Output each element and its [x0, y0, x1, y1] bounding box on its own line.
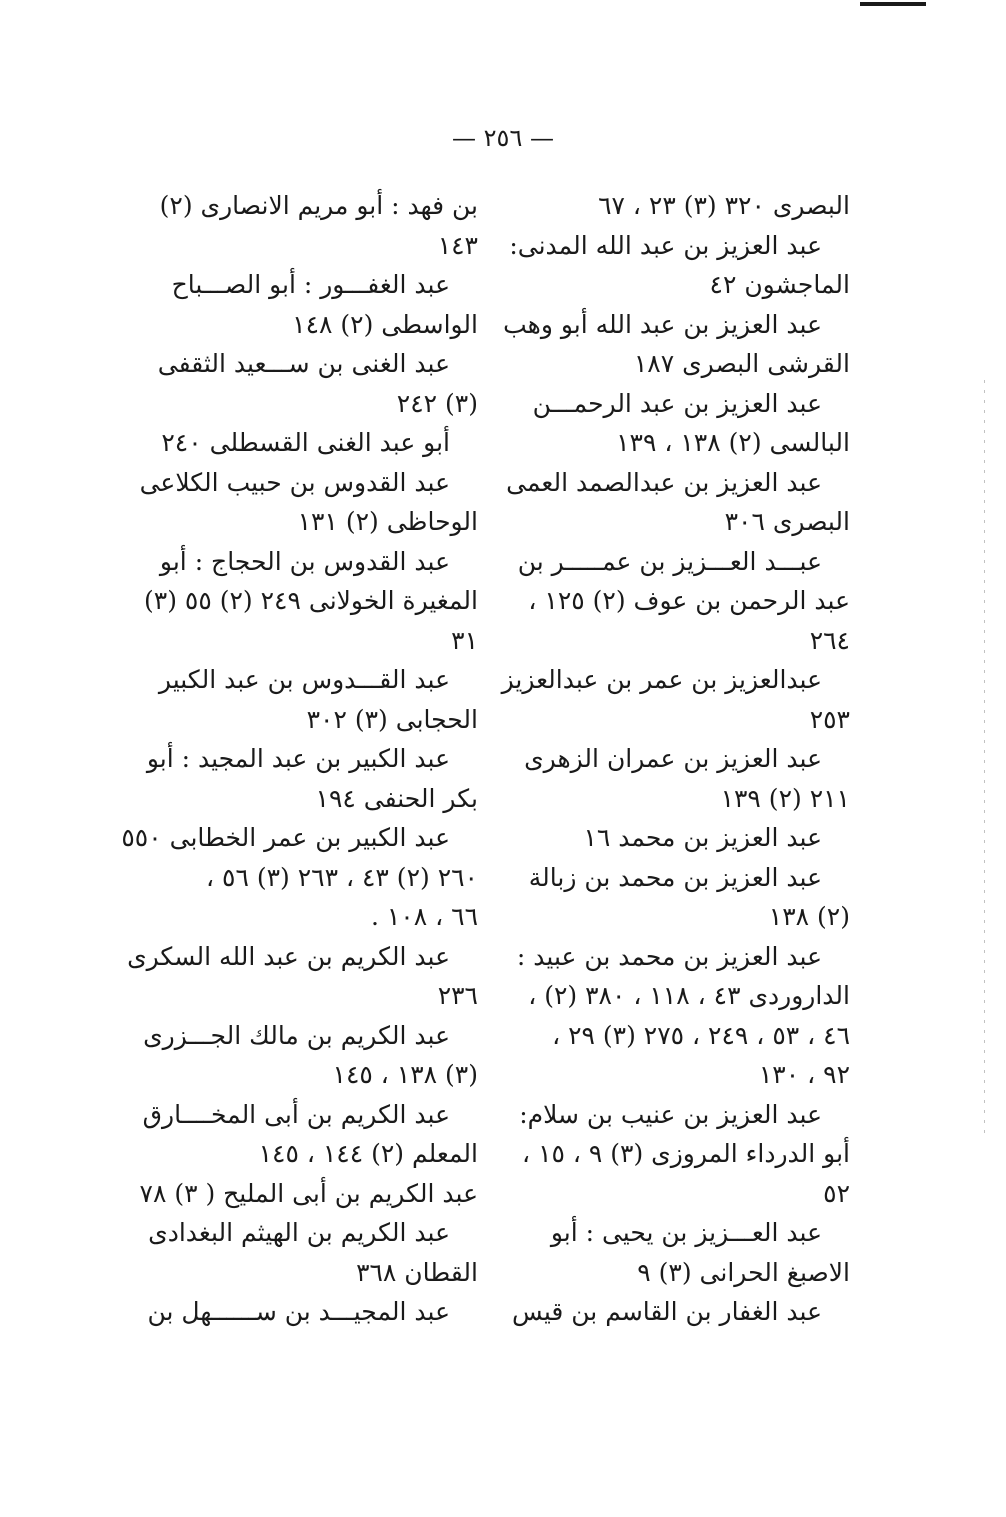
index-entry-line: البصرى ٣٠٦ [724, 507, 850, 536]
index-entry-heading: عبد العزيز بن محمد ١٦ [583, 823, 822, 852]
index-entry-line: بكر الحنفى ١٩٤ [315, 783, 478, 813]
index-entry-line: ٢٥٣ [809, 704, 850, 734]
index-entry-line: المعلم (٢) ١٤٤ ، ١٤٥ [258, 1139, 478, 1168]
index-entry-line: ١٤٣ [437, 230, 478, 260]
page-number: — ٢٥٦ — [452, 124, 554, 152]
index-entry-heading: عبد الكريم بن مالك الجـــزرى [143, 1020, 450, 1050]
index-entry-heading: عبد العزيز بن محمد بن زبالة [528, 862, 822, 892]
index-entry-heading: عبـــد العـــزيز بن عمـــــر بن [517, 546, 822, 576]
index-column-right [501, 186, 850, 1332]
index-entry-line: ٦٦ ، ١٠٨ . [370, 902, 478, 931]
index-entry-heading: عبد الغفـــور : أبو الصـــباح [171, 270, 450, 299]
index-entry-line: الماجشون ٤٢ [709, 270, 850, 299]
index-entry-line: ٢١١ (٢) ١٣٩ [720, 783, 850, 813]
index-entry-line: الوحاظى (٢) ١٣١ [297, 507, 478, 536]
index-column-left [121, 186, 478, 1332]
index-entry-line: الاصبغ الحرانى (٣) ٩ [637, 1257, 850, 1287]
index-entry-line: (٢) ١٣٨ [768, 902, 850, 931]
index-entry-line: ٤٦ ، ٥٣ ، ٢٤٩ ، ٢٧٥ (٣) ٢٩ ، [552, 1020, 850, 1050]
scan-edge-mark [984, 380, 985, 1140]
index-entry-line: أبو الدرداء المروزى (٣) ٩ ، ١٥ ، [522, 1139, 850, 1168]
index-entry-line: ٢٦٤ [809, 625, 850, 655]
index-entry-heading: عبد العزيز بن عبد الله المدنى: [509, 230, 822, 260]
index-entry-line: الواسطى (٢) ١٤٨ [292, 309, 478, 339]
index-entry-line: ٩٢ ، ١٣٠ [758, 1060, 850, 1089]
index-entry-heading: عبد القدوس بن الحجاج : أبو [159, 546, 450, 576]
index-entry-heading: عبد الغفار بن القاسم بن قيس [511, 1297, 822, 1326]
index-entry-heading: عبد القـــدوس بن عبد الكبير [158, 665, 450, 694]
index-entry-line: ٥٢ [823, 1178, 850, 1208]
index-entry-heading: أبو عبد الغنى القسطلى ٢٤٠ [161, 428, 450, 457]
index-entry-line: ٣١ [451, 625, 478, 655]
index-entry-line: (٣) ١٣٨ ، ١٤٥ [332, 1060, 478, 1089]
index-entry-line: القطان ٣٦٨ [356, 1257, 478, 1287]
index-entry-heading: عبد العزيز بن عبد الرحمـــن [532, 388, 822, 418]
index-entry-heading: عبد العزيز بن عنيب بن سلام: [519, 1099, 822, 1129]
index-entry-line: بن فهد : أبو مريم الانصارى (٢) [159, 191, 478, 220]
index-entry-line: البصرى ٣٢٠ (٣) ٢٣ ، ٦٧ [598, 191, 850, 220]
index-entry-heading: عبد الكريم بن الهيثم البغدادى [148, 1218, 450, 1247]
index-entry-line: البالسى (٢) ١٣٨ ، ١٣٩ [616, 428, 850, 457]
index-entry-heading: عبد العـــزيز بن يحيى : أبو [550, 1218, 822, 1247]
index-entry-heading: عبد العزيز بن عبد الله أبو وهب [503, 309, 822, 339]
index-entry-heading: عبد الكبير بن عمر الخطابى ٥٥٠ [121, 823, 450, 852]
index-entry-heading: عبد الكريم بن عبد الله السكرى [127, 941, 450, 971]
index-entry-line: عبد الكريم بن أبى المليح ( ٣) ٧٨ [139, 1178, 478, 1208]
index-entry-line: القرشى البصرى ١٨٧ [633, 349, 850, 378]
index-entry-heading: عبد الكبير بن عبد المجيد : أبو [146, 744, 450, 773]
index-entry-line: عبد الرحمن بن عوف (٢) ١٢٥ ، [528, 586, 850, 615]
index-entry-line: الحجابى (٣) ٣٠٢ [306, 704, 478, 734]
index-entry-line: ٢٦٠ (٢) ٤٣ ، ٢٦٣ (٣) ٥٦ ، [206, 862, 478, 892]
index-entry-heading: عبد المجيـــد بن ســــــهل بن [147, 1297, 450, 1326]
index-entry-heading: عبد الكريم بن أبى المخــــارق [142, 1099, 450, 1129]
index-entry-line: ٢٣٦ [437, 981, 478, 1010]
index-entry-heading: عبدالعزيز بن عمر بن عبدالعزيز [501, 665, 822, 694]
index-entry-line: الداروردى ٤٣ ، ١١٨ ، ٣٨٠ (٢) ، [528, 981, 850, 1010]
index-entry-heading: عبد الغنى بن ســـعيد الثقفى [157, 349, 450, 378]
index-entry-line: المغيرة الخولانى ٢٤٩ (٢) ٥٥ (٣) [144, 586, 478, 615]
index-entry-line: (٣) ٢٤٢ [396, 388, 478, 418]
index-entry-heading: عبد العزيز بن محمد بن عبيد : [516, 941, 822, 971]
index-entry-heading: عبد العزيز بن عبدالصمد العمى [506, 467, 822, 497]
index-entry-heading: عبد القدوس بن حبيب الكلاعى [139, 467, 450, 497]
index-entry-heading: عبد العزيز بن عمران الزهرى [524, 744, 822, 773]
top-rule [860, 2, 926, 6]
